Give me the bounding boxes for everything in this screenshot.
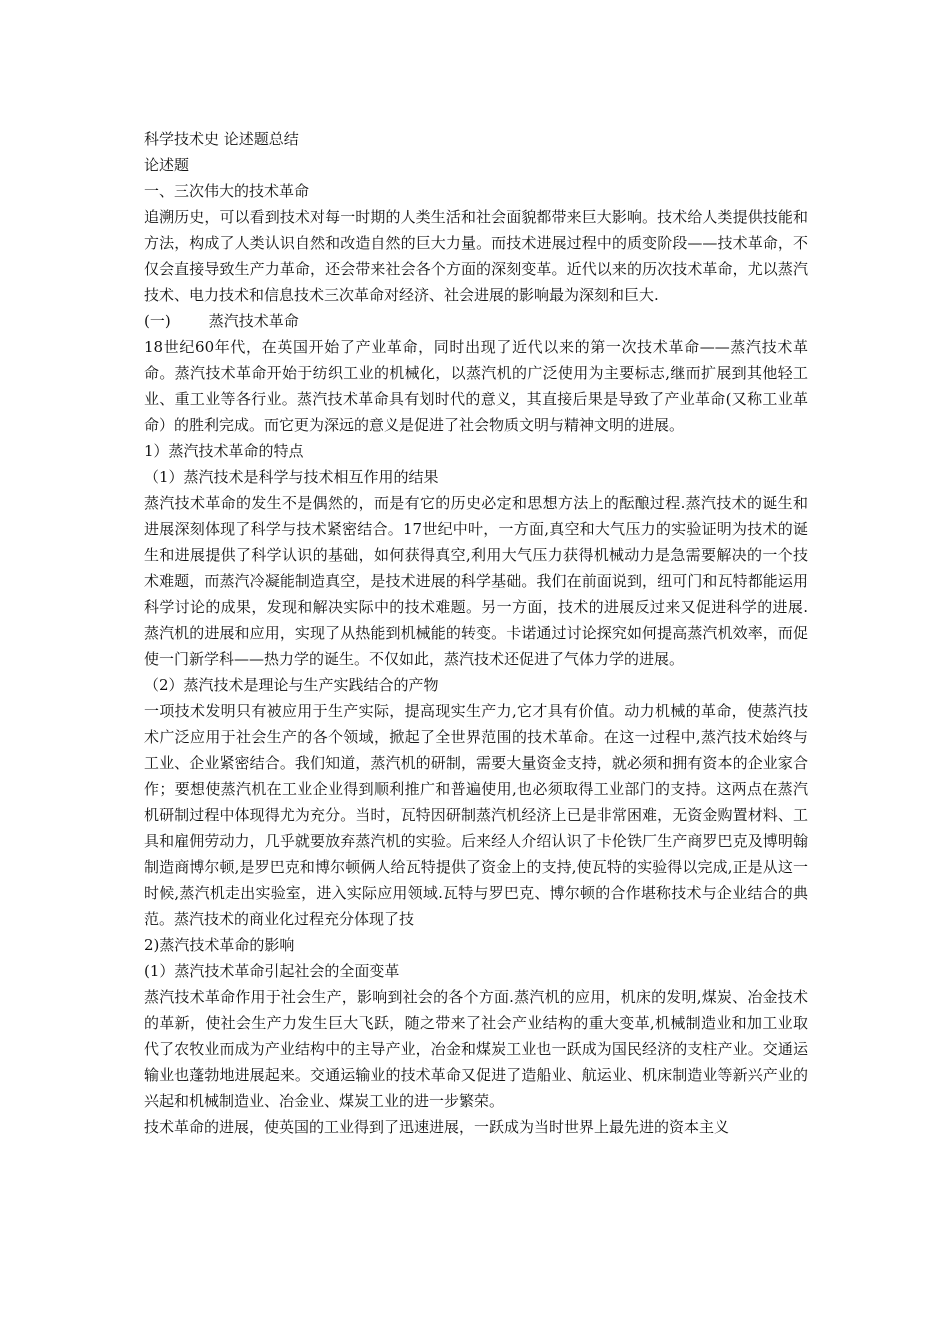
features-heading: 1）蒸汽技术革命的特点 bbox=[144, 442, 304, 460]
impact-1-paragraph: 蒸汽技术革命作用于社会生产，影响到社会的各个方面.蒸汽机的应用，机床的发明,煤炭、冶金技术的革新，使社会生产力发生巨大飞跃，随之带来了社会产业结构的重大变革,机械制造业和加工业取代了农牧业而成为产业结构中的主导产业，冶金和煤炭工业也一跃成为国民经济的支柱产业。交通运输业也蓬勃地进展起来。交通运输业的技术革命又促进了造船业、航运业、机床制造业等新兴产业的兴起和机械制造业、冶金业、煤炭工业的进一步繁荣。 bbox=[144, 988, 808, 1110]
sub-heading-steam bbox=[144, 308, 808, 334]
steam-intro-paragraph: 18世纪60年代，在英国开始了产业革命，同时出现了近代以来的第一次技术革命——蒸汽技术革命。蒸汽技术革命开始于纺织工业的机械化，以蒸汽机的广泛使用为主要标志,继而扩展到其他轻工业、重工业等各行业。蒸汽技术革命具有划时代的意义，其直接后果是导致了产业革命(又称工业革命）的胜利完成。而它更为深远的意义是促进了社会物质文明与精神文明的进展。 bbox=[144, 338, 808, 434]
feature-2-heading: （2）蒸汽技术是理论与生产实践结合的产物 bbox=[144, 676, 439, 694]
final-paragraph: 技术革命的进展，使英国的工业得到了迅速进展，一跃成为当时世界上最先进的资本主义 bbox=[144, 1118, 730, 1136]
section-heading: 论述题 bbox=[144, 156, 190, 174]
feature-2-paragraph: 一项技术发明只有被应用于生产实际，提高现实生产力,它才具有价值。动力机械的革命，使蒸汽技术广泛应用于社会生产的各个领域，掀起了全世界范围的技术革命。在这一过程中,蒸汽技术始终与工业、企业紧密结合。我们知道，蒸汽机的研制，需要大量资金支持，就必须和拥有资本的企业家合作；要想使蒸汽机在工业企业得到顺利推广和普遍使用,也必须取得工业部门的支持。这两点在蒸汽机研制过程中体现得尤为充分。当时，瓦特因研制蒸汽机经济上已是非常困难，无资金购置材料、工具和雇佣劳动力，几乎就要放弃蒸汽机的实验。后来经人介绍认识了卡伦铁厂生产商罗巴克及博明翰制造商博尔顿,是罗巴克和博尔顿俩人给瓦特提供了资金上的支持,使瓦特的实验得以完成,正是从这一时候,蒸汽机走出实验室，进入实际应用领域.瓦特与罗巴克、博尔顿的合作堪称技术与企业结合的典范。蒸汽技术的商业化过程充分体现了技 bbox=[144, 702, 808, 928]
sub-heading-text: 蒸汽技术革命 bbox=[208, 312, 299, 330]
impact-heading: 2)蒸汽技术革命的影响 bbox=[144, 936, 295, 954]
chapter-heading: 一、三次伟大的技术革命 bbox=[144, 182, 310, 200]
sub-heading-number: (一) bbox=[144, 312, 171, 330]
feature-1-paragraph: 蒸汽技术革命的发生不是偶然的，而是有它的历史必定和思想方法上的酝酿过程.蒸汽技术的诞生和进展深刻体现了科学与技术紧密结合。17世纪中叶，一方面,真空和大气压力的实验证明为技术的诞生和进展提供了科学认识的基础，如何获得真空,利用大气压力获得机械动力是急需要解决的一个技术难题，而蒸汽冷凝能制造真空，是技术进展的科学基础。我们在前面说到，纽可门和瓦特都能运用科学讨论的成果，发现和解决实际中的技术难题。另一方面，技术的进展反过来又促进科学的进展.蒸汽机的进展和应用，实现了从热能到机械能的转变。卡诺通过讨论探究如何提高蒸汽机效率，而促使一门新学科——热力学的诞生。不仅如此，蒸汽技术还促进了气体力学的进展。 bbox=[144, 494, 808, 668]
intro-paragraph: 追溯历史，可以看到技术对每一时期的人类生活和社会面貌都带来巨大影响。技术给人类提供技能和方法，构成了人类认识自然和改造自然的巨大力量。而技术进展过程中的质变阶段——技术革命，不仅会直接导致生产力革命，还会带来社会各个方面的深刻变革。近代以来的历次技术革命，尤以蒸汽技术、电力技术和信息技术三次革命对经济、社会进展的影响最为深刻和巨大. bbox=[144, 208, 808, 304]
document-page bbox=[144, 126, 808, 1140]
feature-1-heading: （1）蒸汽技术是科学与技术相互作用的结果 bbox=[144, 468, 439, 486]
impact-1-heading: (1）蒸汽技术革命引起社会的全面变革 bbox=[144, 962, 400, 980]
document-title: 科学技术史 论述题总结 bbox=[144, 130, 299, 148]
